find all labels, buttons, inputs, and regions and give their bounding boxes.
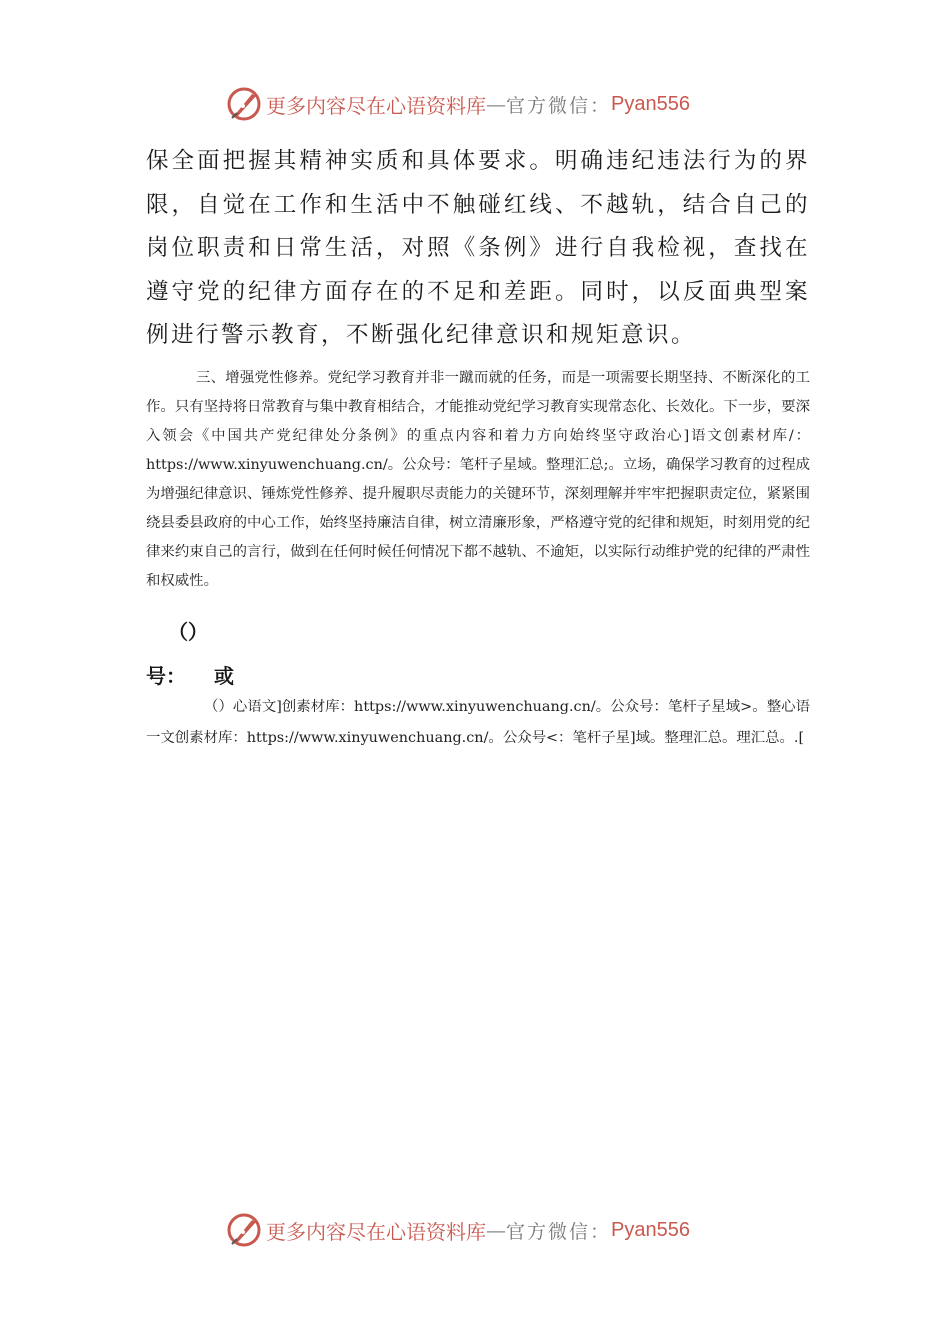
hao-label: 号： xyxy=(146,663,186,688)
quill-logo-icon xyxy=(226,86,262,122)
banner-wechat-id: Pyan556 xyxy=(611,92,690,115)
banner-separator: — xyxy=(486,92,506,116)
hao-line xyxy=(146,660,810,690)
quill-logo-icon xyxy=(226,1212,262,1248)
paragraph-large: 保全面把握其精神实质和具体要求。明确违纪违法行为的界限，自觉在工作和生活中不触碰红线、不越轨，结合自己的岗位职责和日常生活，对照《条例》进行自我检视，查找在遵守党的纪律方面存在的不足和差距。同时，以反面典型案例进行警示教育，不断强化纪律意识和规矩意识。 xyxy=(146,148,810,348)
banner-wechat-label: 官方微信： xyxy=(506,94,612,117)
banner-slogan: 更多内容尽在心语资料库 xyxy=(266,1219,486,1244)
header-banner xyxy=(226,84,726,124)
footer-banner xyxy=(226,1210,726,1250)
paragraph-section-three: 三、增强党性修养。党纪学习教育并非一蹴而就的任务，而是一项需要长期坚持、不断深化的工作。只有坚持将日常教育与集中教育相结合，才能推动党纪学习教育实现常态化、长效化。下一步，要深入领会《中国共产党纪律处分条例》的重点内容和着力方向始终坚守政治心]语文创素材库/：https://www.xinyuwenchuang.cn/。公众号：笔杆子星域。整理汇总;。立场，确保学习教育的过程成为增强纪律意识、锤炼党性修养、提升履职尽责能力的关键环节，深刻理解并牢牢把握职责定位，紧紧围绕县委县政府的中心工作，始终坚持廉洁自律，树立清廉形象，严格遵守党的纪律和规矩，时刻用党的纪律来约束自己的言行，做到在任何时候任何情况下都不越轨、不逾矩，以实际行动维护党的纪律的严肃性和权威性。 xyxy=(146,369,810,589)
huo-label: 或 xyxy=(214,663,234,688)
banner-wechat-id: Pyan556 xyxy=(611,1218,690,1241)
banner-wechat-label: 官方微信： xyxy=(506,1220,612,1243)
empty-parentheses: （） xyxy=(168,619,208,644)
banner-slogan: 更多内容尽在心语资料库 xyxy=(266,93,486,118)
document-body xyxy=(146,140,810,754)
banner-separator: — xyxy=(486,1218,506,1242)
paragraph-tail: （）心语文]创素材库：https://www.xinyuwenchuang.cn/。公众号：笔杆子星域>。整心语一文创素材库：https://www.xinyuwenchuang.cn/。公众号<：笔杆子星]域。整理汇总。理汇总。.[ xyxy=(146,698,810,746)
